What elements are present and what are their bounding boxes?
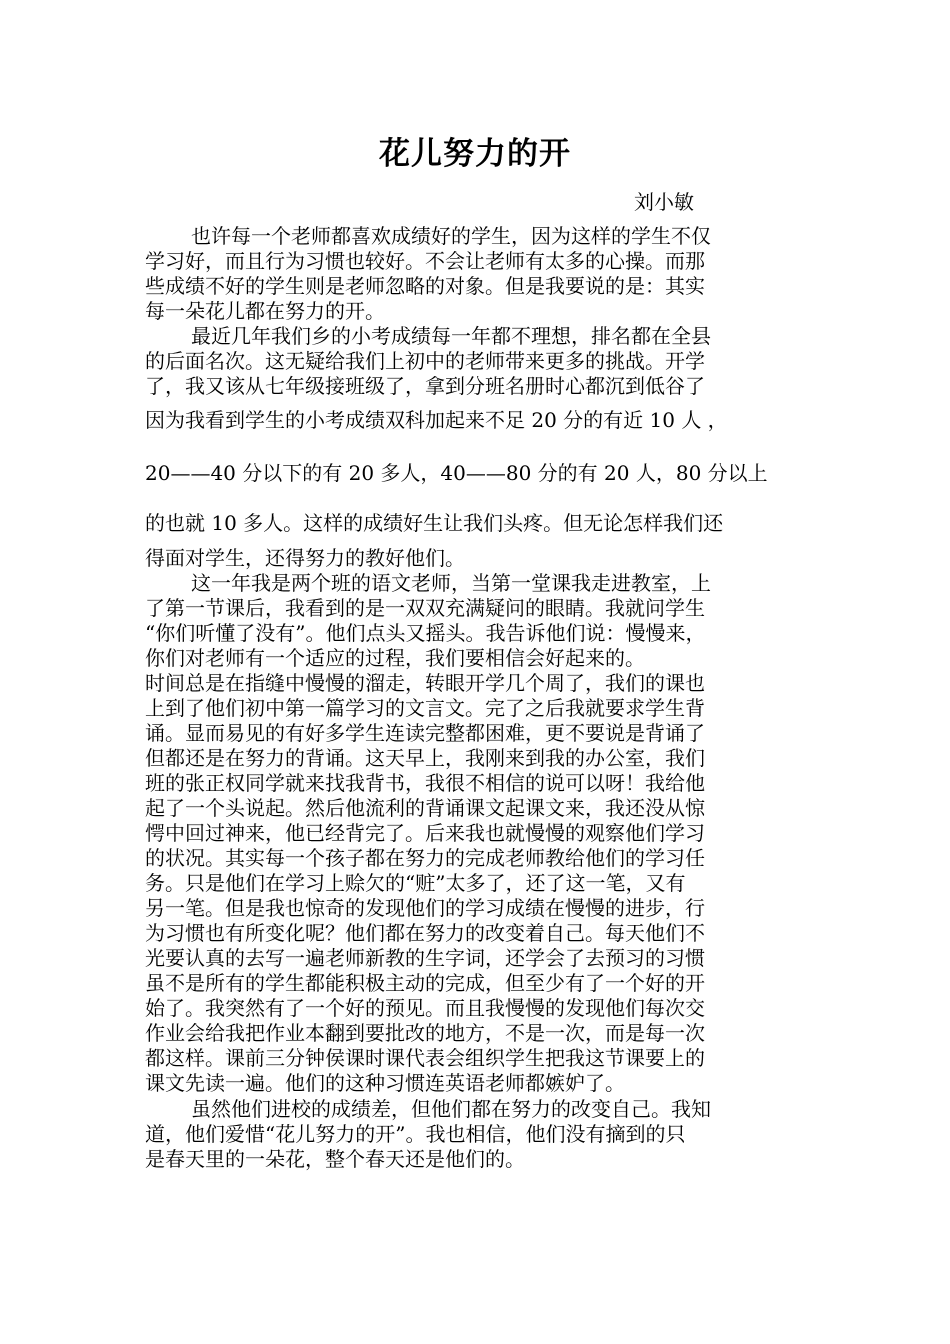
paragraph-2-line-4 [145, 408, 815, 433]
text-line: 最近几年我们乡的小考成绩每一年都不理想，排名都在全县 [191, 324, 711, 348]
paragraph-2-line-6 [145, 511, 815, 536]
paragraph-3 [145, 571, 815, 1096]
text-line: 另一笔。但是我也惊奇的发现他们的学习成绩在慢慢的进步，行 [145, 896, 705, 920]
text-line: 务。只是他们在学习上赊欠的“赃”太多了，还了这一笔，又有 [145, 871, 686, 895]
paragraph-2-line-5 [145, 461, 815, 486]
paragraph-2-line-7 [145, 546, 815, 571]
text-line: 时间总是在指缝中慢慢的溜走，转眼开学几个周了，我们的课也 [145, 671, 705, 695]
paragraph-1 [145, 224, 815, 324]
text-line: 也许每一个老师都喜欢成绩好的学生，因为这样的学生不仅 [191, 224, 711, 248]
text-line: 为习惯也有所变化呢？他们都在努力的改变着自己。每天他们不 [145, 921, 705, 945]
text-line: 些成绩不好的学生则是老师忽略的对象。但是我要说的是：其实 [145, 274, 705, 298]
text-line: 课文先读一遍。他们的这种习惯连英语老师都嫉妒了。 [145, 1071, 625, 1095]
text-line: 20——40 分以下的有 20 多人，40——80 分的有 20 人，80 分以上 [145, 461, 768, 485]
text-line: 的状况。其实每一个孩子都在努力的完成老师教给他们的学习任 [145, 846, 705, 870]
text-line: 上到了他们初中第一篇学习的文言文。完了之后我就要求学生背 [145, 696, 705, 720]
text-line: 但都还是在努力的背诵。这天早上，我刚来到我的办公室，我们 [145, 746, 705, 770]
document-title: 花儿努力的开 [379, 136, 571, 172]
text-line: 这一年我是两个班的语文老师，当第一堂课我走进教室，上 [191, 571, 711, 595]
text-line: 始了。我突然有了一个好的预见。而且我慢慢的发现他们每次交 [145, 996, 705, 1020]
text-line: 学习好，而且行为习惯也较好。不会让老师有太多的心操。而那 [145, 249, 705, 273]
text-line: 了第一节课后，我看到的是一双双充满疑问的眼睛。我就问学生 [145, 596, 705, 620]
text-line: 道，他们爱惜“花儿努力的开”。我也相信，他们没有摘到的只 [145, 1122, 686, 1146]
text-line: 每一朵花儿都在努力的开。 [145, 299, 385, 323]
text-line: 起了一个头说起。然后他流利的背诵课文起课文来，我还没从惊 [145, 796, 705, 820]
text-line: 诵。显而易见的有好多学生连读完整都困难，更不要说是背诵了 [145, 721, 705, 745]
text-line: 的也就 10 多人。这样的成绩好生让我们头疼。但无论怎样我们还 [145, 511, 724, 535]
text-line: 虽不是所有的学生都能积极主动的完成，但至少有了一个好的开 [145, 971, 705, 995]
text-line: 都这样。课前三分钟侯课时课代表会组织学生把我这节课要上的 [145, 1046, 705, 1070]
text-line: 你们对老师有一个适应的过程，我们要相信会好起来的。 [145, 646, 645, 670]
text-line: 愕中回过神来，他已经背完了。后来我也就慢慢的观察他们学习 [145, 821, 705, 845]
text-line: 作业会给我把作业本翻到要批改的地方，不是一次，而是每一次 [145, 1021, 705, 1045]
author-name: 刘小敏 [634, 190, 694, 214]
paragraph-4 [145, 1097, 815, 1172]
text-line: 班的张正权同学就来找我背书，我很不相信的说可以呀！我给他 [145, 771, 705, 795]
text-line: 是春天里的一朵花，整个春天还是他们的。 [145, 1147, 525, 1171]
text-line: 光要认真的去写一遍老师新教的生字词，还学会了去预习的习惯 [145, 946, 705, 970]
text-line: 虽然他们进校的成绩差，但他们都在努力的改变自己。我知 [191, 1097, 711, 1121]
text-line: 因为我看到学生的小考成绩双科加起来不足 20 分的有近 10 人 ， [145, 408, 728, 432]
text-line: “你们听懂了没有”。他们点头又摇头。我告诉他们说：慢慢来， [145, 621, 706, 645]
text-line: 的后面名次。这无疑给我们上初中的老师带来更多的挑战。开学 [145, 349, 705, 373]
text-line: 了，我又该从七年级接班级了，拿到分班名册时心都沉到低谷了 [145, 374, 705, 398]
text-line: 得面对学生，还得努力的教好他们。 [145, 546, 465, 570]
paragraph-2 [145, 324, 815, 399]
